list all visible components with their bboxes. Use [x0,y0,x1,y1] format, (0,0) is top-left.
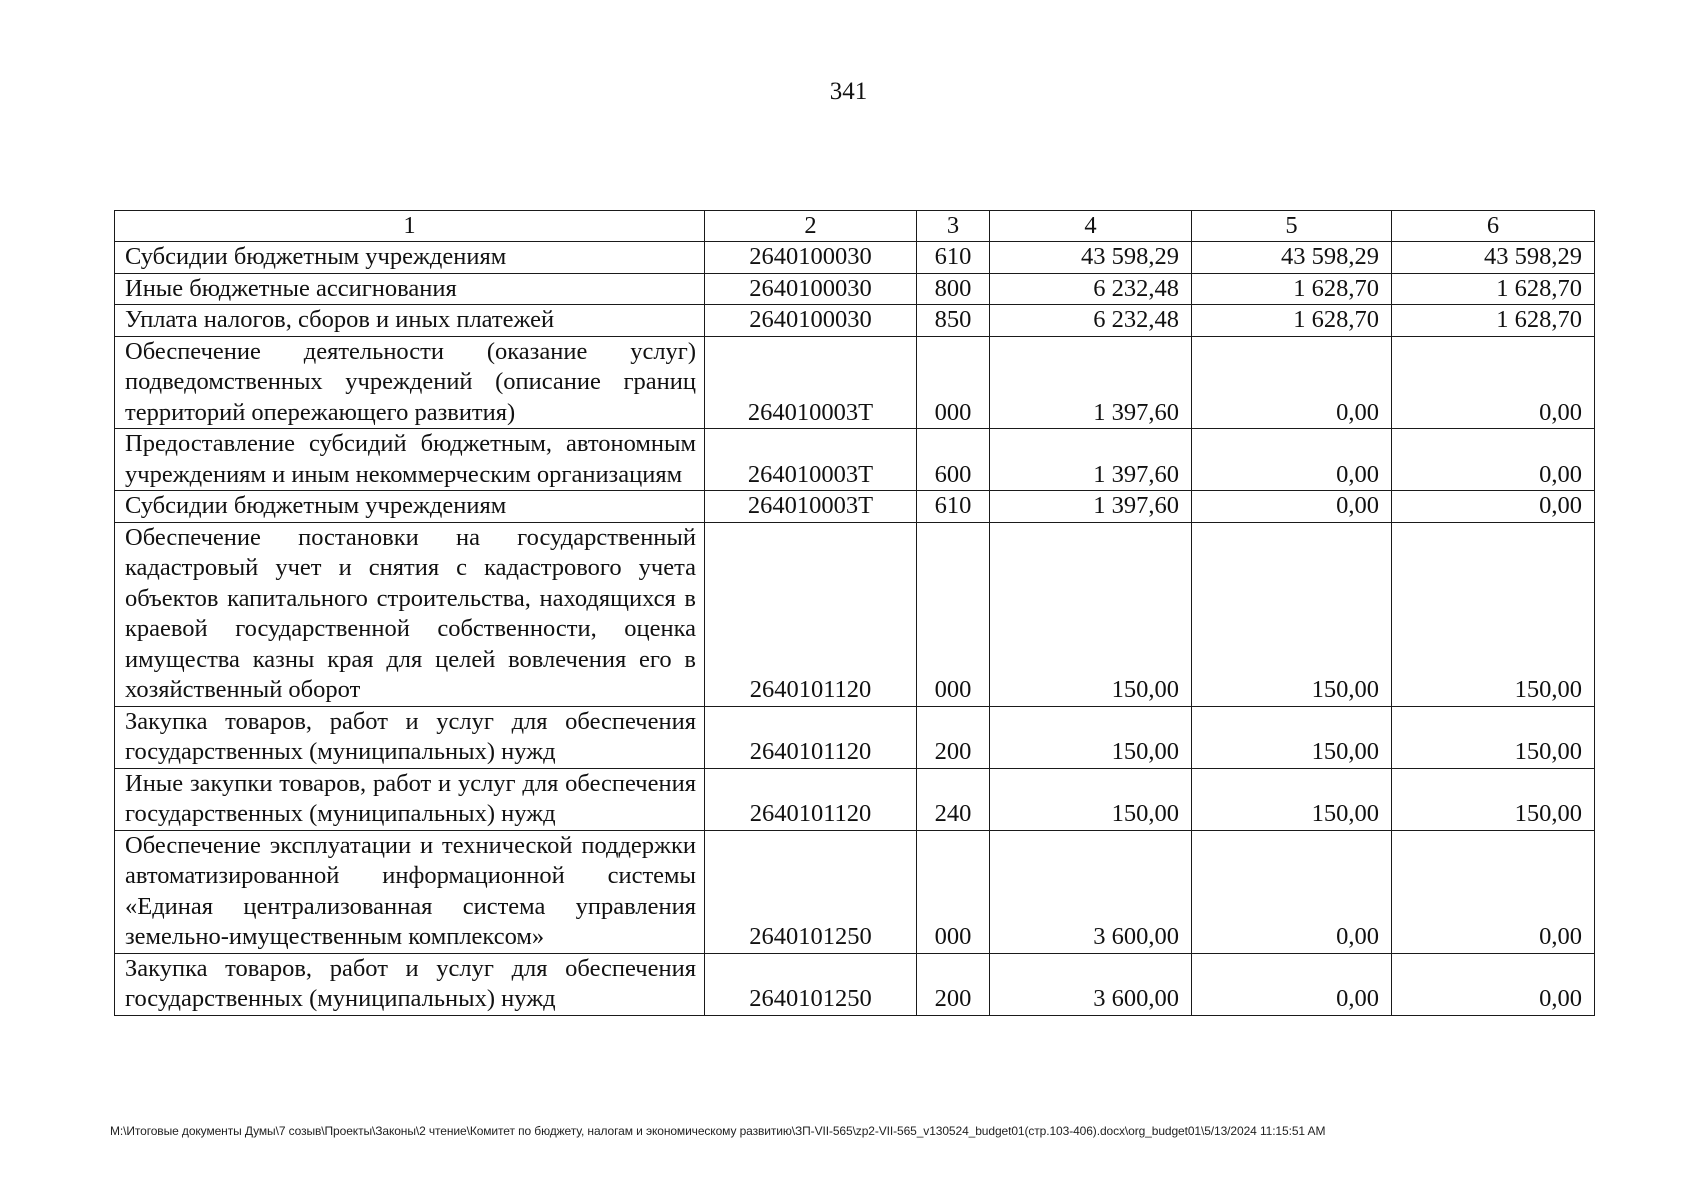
table-row [115,706,1595,768]
row-value-5: 0,00 [1192,491,1392,523]
row-name: Предоставление субсидий бюджетным, автономным учреждениям и иным некоммерческим организациям [115,429,705,491]
row-value-6: 43 598,29 [1392,242,1595,274]
row-value-6: 1 628,70 [1392,273,1595,305]
column-header-6: 6 [1392,211,1595,242]
table-row [115,953,1595,1015]
row-type: 200 [917,953,990,1015]
row-value-4: 1 397,60 [990,491,1192,523]
row-code: 2640101120 [705,768,917,830]
column-header-3: 3 [917,211,990,242]
row-value-5: 0,00 [1192,953,1392,1015]
row-code: 2640101120 [705,706,917,768]
row-code: 2640100030 [705,242,917,274]
row-value-4: 150,00 [990,522,1192,706]
row-type: 600 [917,429,990,491]
row-value-4: 6 232,48 [990,273,1192,305]
row-value-4: 3 600,00 [990,830,1192,953]
row-type: 800 [917,273,990,305]
row-value-6: 0,00 [1392,953,1595,1015]
row-name: Уплата налогов, сборов и иных платежей [115,305,705,337]
row-value-5: 0,00 [1192,429,1392,491]
table-row [115,242,1595,274]
row-type: 000 [917,522,990,706]
column-header-2: 2 [705,211,917,242]
table-row [115,336,1595,429]
row-code: 2640101250 [705,830,917,953]
row-value-5: 0,00 [1192,336,1392,429]
column-header-5: 5 [1192,211,1392,242]
table-row [115,305,1595,337]
row-type: 240 [917,768,990,830]
row-name: Иные бюджетные ассигнования [115,273,705,305]
row-code: 2640101120 [705,522,917,706]
footer-file-path: М:\Итоговые документы Думы\7 созыв\Проекты\Законы\2 чтение\Комитет по бюджету, налогам и экономическому развитию\ЗП-VII-565\zp2-VII-565_v130524_budget01(стр.103-406).docx\org_budget01\5/13/2024 11:15:51 AM [110,1124,1326,1138]
row-name: Субсидии бюджетным учреждениям [115,491,705,523]
row-name: Обеспечение эксплуатации и технической поддержки автоматизированной информационной системы «Единая централизованная система управления земельно-имущественным комплексом» [115,830,705,953]
row-value-5: 150,00 [1192,706,1392,768]
row-name: Закупка товаров, работ и услуг для обеспечения государственных (муниципальных) нужд [115,706,705,768]
column-header-4: 4 [990,211,1192,242]
row-name: Иные закупки товаров, работ и услуг для обеспечения государственных (муниципальных) нужд [115,768,705,830]
row-value-6: 0,00 [1392,429,1595,491]
row-value-4: 1 397,60 [990,336,1192,429]
table-row [115,768,1595,830]
row-type: 610 [917,242,990,274]
row-value-6: 150,00 [1392,522,1595,706]
row-name: Обеспечение постановки на государственный кадастровый учет и снятия с кадастрового учета объектов капитального строительства, находящихся в краевой государственной собственности, оценка имущества казны края для целей вовлечения его в хозяйственный оборот [115,522,705,706]
row-value-4: 43 598,29 [990,242,1192,274]
row-value-6: 150,00 [1392,706,1595,768]
row-name: Субсидии бюджетным учреждениям [115,242,705,274]
row-value-4: 3 600,00 [990,953,1192,1015]
row-value-4: 150,00 [990,706,1192,768]
row-name: Закупка товаров, работ и услуг для обеспечения государственных (муниципальных) нужд [115,953,705,1015]
row-code: 2640101250 [705,953,917,1015]
row-type: 610 [917,491,990,523]
row-value-5: 150,00 [1192,522,1392,706]
table-row [115,522,1595,706]
row-type: 000 [917,830,990,953]
row-value-5: 0,00 [1192,830,1392,953]
row-value-5: 1 628,70 [1192,305,1392,337]
row-value-4: 150,00 [990,768,1192,830]
budget-table [114,210,1595,1016]
table-row [115,830,1595,953]
row-type: 000 [917,336,990,429]
row-value-6: 0,00 [1392,491,1595,523]
row-code: 2640100030 [705,305,917,337]
table-row [115,429,1595,491]
page-number: 341 [829,78,868,105]
header-row [115,211,1595,242]
row-code: 264010003Т [705,491,917,523]
row-value-5: 1 628,70 [1192,273,1392,305]
row-code: 264010003Т [705,429,917,491]
row-value-6: 150,00 [1392,768,1595,830]
row-value-6: 0,00 [1392,830,1595,953]
row-value-6: 1 628,70 [1392,305,1595,337]
row-type: 850 [917,305,990,337]
row-value-5: 150,00 [1192,768,1392,830]
column-header-1: 1 [115,211,705,242]
row-value-6: 0,00 [1392,336,1595,429]
row-value-5: 43 598,29 [1192,242,1392,274]
table-row [115,491,1595,523]
row-value-4: 1 397,60 [990,429,1192,491]
row-code: 264010003Т [705,336,917,429]
table-row [115,273,1595,305]
row-value-4: 6 232,48 [990,305,1192,337]
row-code: 2640100030 [705,273,917,305]
row-type: 200 [917,706,990,768]
row-name: Обеспечение деятельности (оказание услуг) подведомственных учреждений (описание границ территорий опережающего развития) [115,336,705,429]
